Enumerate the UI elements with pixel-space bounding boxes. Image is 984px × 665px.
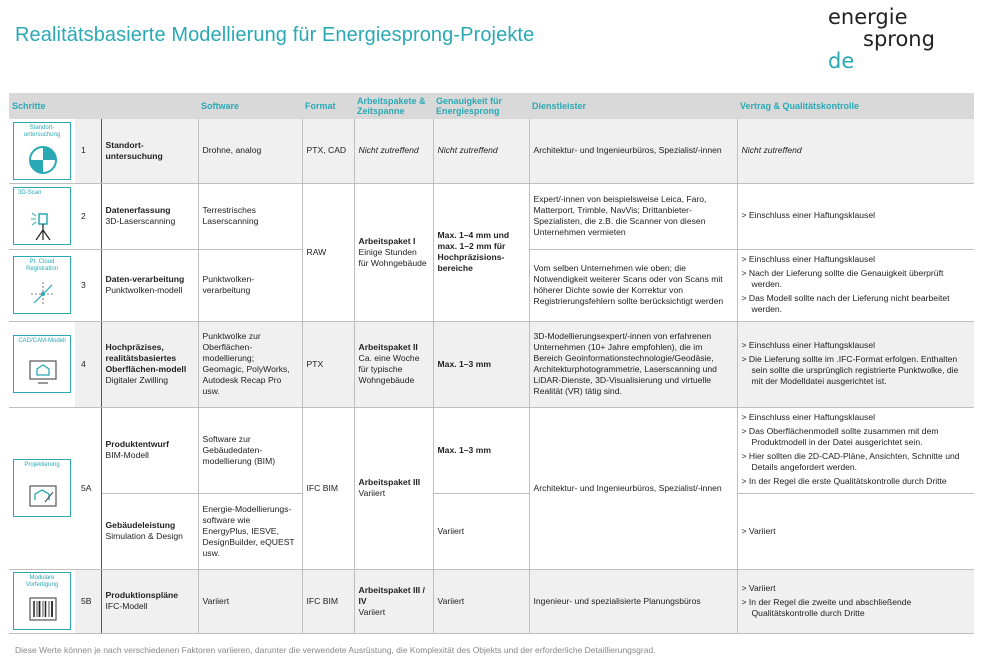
vertrag-cell	[737, 183, 974, 249]
format-cell: IFC BIM	[302, 569, 354, 633]
dienstleister-cell: 3D-Modellierungsexpert/-innen von erfahrenen Unternehmen (10+ Jahre empfohlen), die im Bereich Geoinformationstechnologie/Geodäsie, Architekturphotogrammetrie, Laserscanning und LiDAR-Dienste, 3D-Visualisierung und virtuelle Realität (VR) tätig sind.	[529, 321, 737, 407]
icon-cell	[9, 569, 75, 633]
vertrag-item: > In der Regel die erste Qualitätskontrolle durch Dritte	[741, 476, 947, 486]
vertrag-item: > Einschluss einer Haftungsklausel	[741, 412, 876, 422]
step-cell	[101, 321, 198, 407]
header-dienstleister: Dienstleister	[529, 93, 737, 119]
step-cell	[101, 183, 198, 249]
paket-cell	[354, 321, 433, 407]
step-cell	[101, 249, 198, 321]
vertrag-item: > Nach der Lieferung sollte die Genauigkeit überprüft werden.	[741, 268, 944, 289]
blueprint-icon	[28, 482, 58, 510]
table-header-row	[9, 93, 974, 119]
icon-cell	[9, 249, 75, 321]
footnote: Diese Werte können je nach verschiedenen Faktoren variieren, darunter die verwendete Ausrüstung, die Komplexität des Objekts und der erforderliche Detaillierungsgrad.	[15, 645, 656, 655]
software-cell: Software zur Gebäudedaten-modellierung (BIM)	[198, 407, 302, 493]
software-cell: Drohne, analog	[198, 119, 302, 183]
header-vertrag: Vertrag & Qualitätskontrolle	[737, 93, 974, 119]
software-cell: Variiert	[198, 569, 302, 633]
step-name: Datenerfassung	[105, 205, 171, 215]
logo-line-2: sprong	[863, 27, 935, 51]
step-subtitle: 3D-Laserscanning	[105, 216, 176, 226]
icon-cell	[9, 119, 75, 183]
step-number: 5A	[75, 407, 101, 569]
step-name: Daten-verarbeitung	[105, 274, 185, 284]
vertrag-item: > Einschluss einer Haftungsklausel	[741, 340, 876, 350]
step-name: Produktionspläne	[105, 590, 179, 600]
step-subtitle: Punktwolken-modell	[105, 285, 183, 295]
paket-subtitle: Variiert	[358, 606, 386, 617]
step-name: Standort-untersuchung	[101, 119, 198, 183]
paket-title: Arbeitspaket I	[358, 235, 416, 246]
step-subtitle: BIM-Modell	[105, 450, 149, 460]
logo-line-3: de	[828, 49, 855, 73]
genauigkeit-cell: Max. 1–4 mm und max. 1–2 mm für Hochpräzisions-bereiche	[433, 183, 529, 321]
table-row	[9, 407, 974, 493]
genauigkeit-cell: Variiert	[433, 493, 529, 569]
genauigkeit-cell: Max. 1–3 mm	[433, 407, 529, 493]
dienstleister-cell: Vom selben Unternehmen wie oben; die Notwendigkeit weiterer Scans oder von Scans mit höherer Dichte sowie der Korrektur von Registrierungsfehlern sollte berücksichtigt werden	[529, 249, 737, 321]
header-software: Software	[198, 93, 302, 119]
step-name: Gebäudeleistung	[105, 520, 176, 530]
paket-title: Arbeitspaket III	[358, 477, 421, 487]
paket-cell: Nicht zutreffend	[354, 119, 433, 183]
step-number: 4	[75, 321, 101, 407]
icon-label: Pt. Cloud Registration	[25, 259, 58, 272]
icon-label: CAD/CAM-Modell	[18, 338, 66, 344]
header-arbeitspakete: Arbeitspakete & Zeitspanne	[354, 93, 433, 119]
paket-title: Arbeitspaket III / IV	[358, 584, 425, 606]
vertrag-item: > Variiert	[741, 582, 776, 593]
vertrag-item: > In der Regel die zweite und abschließende Qualitätskontrolle durch Dritte	[741, 596, 912, 618]
paket-subtitle: Ca. eine Woche für typische Wohngebäude	[358, 353, 420, 385]
header-schritte: Schritte	[9, 93, 198, 119]
monitor-house-icon	[28, 358, 58, 386]
vertrag-item: > Hier sollten die 2D-CAD-Pläne, Ansichten, Schnitte und Details angefordert werden.	[741, 451, 960, 472]
standort-icon-box	[13, 122, 71, 180]
format-cell: IFC BIM	[302, 407, 354, 569]
genauigkeit-cell: Nicht zutreffend	[433, 119, 529, 183]
dienstleister-cell: Ingenieur- und spezialisierte Planungsbüros	[529, 569, 737, 633]
paket-cell	[354, 407, 433, 569]
genauigkeit-cell: Max. 1–3 mm	[433, 321, 529, 407]
header-genauigkeit: Genauigkeit für Energiesprong	[433, 93, 529, 119]
vertrag-cell	[737, 321, 974, 407]
point-cloud-icon	[28, 279, 58, 309]
step-number: 1	[75, 119, 101, 183]
step-name: Hochpräzises, realitätsbasiertes Oberflächen-modell	[105, 342, 187, 374]
icon-cell	[9, 183, 75, 249]
software-cell: Energie-Modellierungs-software wie EnergyPlus, IESVE, DesignBuilder, eQUEST usw.	[198, 493, 302, 569]
icon-label: Projektierung	[24, 462, 60, 468]
table-row	[9, 321, 974, 407]
icon-label: Standort-untersuchung	[23, 124, 61, 138]
software-cell: Punktwolke zur Oberflächen-modellierung; Geomagic, PolyWorks, Autodesk Recap Pro usw.	[198, 321, 302, 407]
vertrag-item: > Einschluss einer Haftungsklausel	[741, 210, 876, 220]
step-number: 3	[75, 249, 101, 321]
registration-icon-box	[13, 256, 71, 314]
step-cell	[101, 493, 198, 569]
icon-cell	[9, 321, 75, 407]
dienstleister-cell: Architektur- und Ingenieurbüros, Spezialist/-innen	[529, 119, 737, 183]
step-subtitle: Digitaler Zwilling	[105, 375, 169, 385]
scan-icon-box	[13, 187, 71, 245]
page-title: Realitätsbasierte Modellierung für Energiesprong-Projekte	[15, 24, 535, 46]
paket-title: Arbeitspaket II	[358, 342, 418, 352]
icon-cell	[9, 407, 75, 569]
cadcam-icon-box	[13, 335, 71, 393]
vertrag-item: > Die Lieferung sollte im .IFC-Format erfolgen. Enthalten sein sollte die ursprünglich registrierte Punktwolke, die mit der Modelldatei ausgerichtet ist.	[741, 354, 959, 386]
vertrag-cell: Nicht zutreffend	[737, 119, 974, 183]
step-number: 2	[75, 183, 101, 249]
paket-subtitle: Einige Stunden für Wohngebäude	[358, 246, 427, 268]
format-cell: PTX	[302, 321, 354, 407]
survey-target-icon	[28, 145, 58, 175]
software-cell: Terrestrisches Laserscanning	[198, 183, 302, 249]
icon-label: Modulare Vorfertigung	[25, 575, 59, 588]
vertrag-cell: > Variiert	[737, 493, 974, 569]
dienstleister-cell: Expert/-innen von beispielsweise Leica, Faro, Matterport, Trimble, NavVis; Drittanbieter-Spezialisten, die z.B. die Scanner von diesen Unternehmen vermieten	[529, 183, 737, 249]
logo-line-1: energie	[828, 5, 908, 29]
format-cell: PTX, CAD	[302, 119, 354, 183]
vertrag-item: > Einschluss einer Haftungsklausel	[741, 254, 876, 264]
table-row	[9, 119, 974, 183]
header-format: Format	[302, 93, 354, 119]
paket-cell	[354, 183, 433, 321]
process-table	[9, 93, 974, 634]
vertrag-cell	[737, 249, 974, 321]
vertrag-cell	[737, 569, 974, 633]
dienstleister-cell: Architektur- und Ingenieurbüros, Spezialist/-innen	[529, 407, 737, 569]
barcode-icon	[28, 595, 58, 623]
vertrag-cell	[737, 407, 974, 493]
vertrag-item: > Das Oberflächenmodell sollte zusammen mit dem Produktmodell in der Datei ausgerichtet sein.	[741, 426, 939, 447]
table-row	[9, 569, 974, 633]
energiesprong-logo	[828, 6, 935, 72]
paket-subtitle: Variiert	[358, 488, 386, 498]
genauigkeit-cell: Variiert	[433, 569, 529, 633]
step-number: 5B	[75, 569, 101, 633]
icon-label: 3D-Scan	[18, 190, 42, 196]
step-subtitle: Simulation & Design	[105, 531, 183, 541]
step-cell	[101, 407, 198, 493]
software-cell: Punktwolken-verarbeitung	[198, 249, 302, 321]
step-name: Produktentwurf	[105, 439, 169, 449]
format-cell: RAW	[302, 183, 354, 321]
vertrag-item: > Das Modell sollte nach der Lieferung nicht bearbeitet werden.	[741, 293, 950, 314]
vorfertigung-icon-box	[13, 572, 71, 630]
table-row	[9, 183, 974, 249]
table-row	[9, 493, 974, 569]
paket-cell	[354, 569, 433, 633]
step-subtitle: IFC-Modell	[105, 601, 148, 611]
laser-scanner-icon	[28, 210, 58, 242]
step-cell	[101, 569, 198, 633]
projektierung-icon-box	[13, 459, 71, 517]
